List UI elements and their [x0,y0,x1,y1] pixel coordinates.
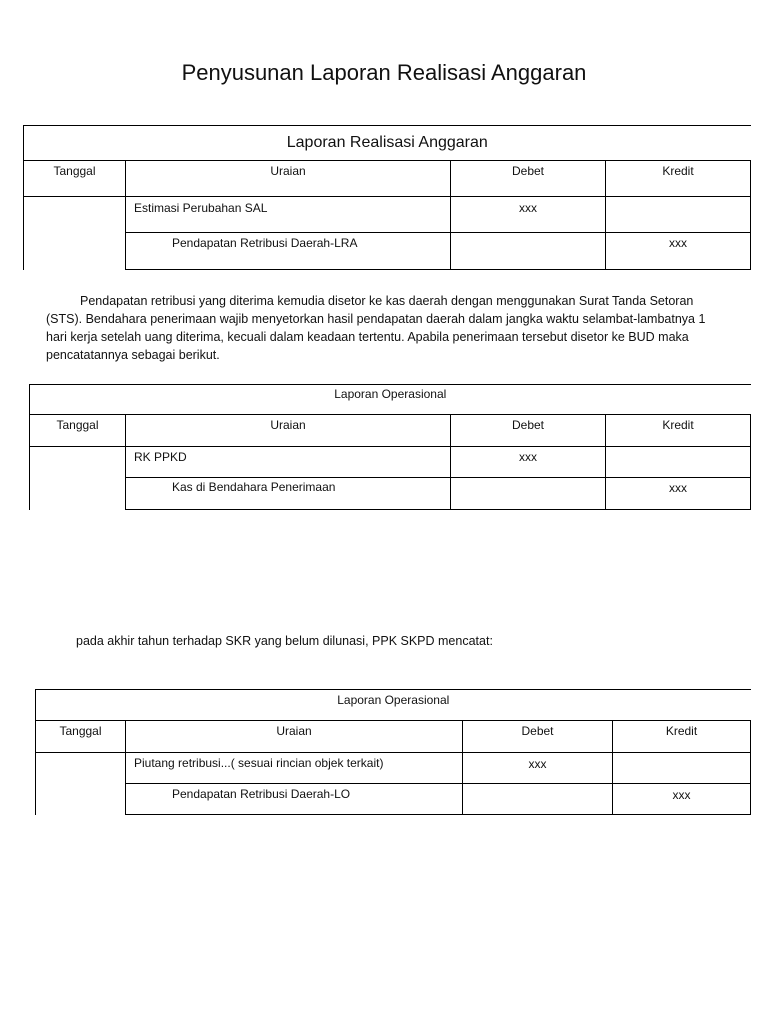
debet-cell [451,478,606,510]
tanggal-cell [30,478,126,510]
journal-table-lo-2 [35,689,751,815]
document-title: Penyusunan Laporan Realisasi Anggaran [181,60,587,85]
kredit-cell [606,447,751,478]
debet-cell: xxx [451,447,606,478]
uraian-cell: Estimasi Perubahan SAL [126,197,451,233]
table-title: Laporan Operasional [30,385,751,415]
header-debet: Debet [451,415,606,447]
kredit-cell [613,753,751,784]
debet-cell [451,233,606,270]
header-tanggal: Tanggal [30,415,126,447]
uraian-cell: Piutang retribusi...( sesuai rincian objek terkait) [126,753,463,784]
uraian-cell: Kas di Bendahara Penerimaan [126,478,451,510]
uraian-cell: RK PPKD [126,447,451,478]
table-row [30,447,751,478]
paragraph-skr: pada akhir tahun terhadap SKR yang belum dilunasi, PPK SKPD mencatat: [76,634,493,648]
table-row [24,233,751,270]
header-kredit: Kredit [606,161,751,197]
tanggal-cell [36,753,126,784]
header-tanggal: Tanggal [24,161,126,197]
kredit-cell: xxx [606,233,751,270]
table-row [24,197,751,233]
header-kredit: Kredit [606,415,751,447]
debet-cell: xxx [463,753,613,784]
journal-table-lo-1 [29,384,751,510]
header-debet: Debet [451,161,606,197]
tanggal-cell [24,197,126,233]
debet-cell: xxx [451,197,606,233]
table-row [30,478,751,510]
header-debet: Debet [463,721,613,753]
paragraph-sts: Pendapatan retribusi yang diterima kemudia disetor ke kas daerah dengan menggunakan Surat Tanda Setoran (STS). Bendahara penerimaan wajib menyetorkan hasil pendapatan daerah dalam jangka waktu selambat-lambatnya 1 hari kerja setelah uang diterima, kecuali dalam keadaan tertentu. Apabila penerimaan tersebut disetor ke BUD maka pencatatannya sebagai berikut. [46,294,706,362]
table-row [36,784,751,815]
kredit-cell: xxx [613,784,751,815]
tanggal-cell [36,784,126,815]
header-uraian: Uraian [126,161,451,197]
debet-cell [463,784,613,815]
uraian-cell: Pendapatan Retribusi Daerah-LRA [126,233,451,270]
uraian-cell: Pendapatan Retribusi Daerah-LO [126,784,463,815]
journal-table-lra [23,125,751,270]
table-row [36,753,751,784]
kredit-cell: xxx [606,478,751,510]
header-uraian: Uraian [126,721,463,753]
header-tanggal: Tanggal [36,721,126,753]
tanggal-cell [24,233,126,270]
header-kredit: Kredit [613,721,751,753]
kredit-cell [606,197,751,233]
tanggal-cell [30,447,126,478]
table-title: Laporan Realisasi Anggaran [24,126,751,161]
table-title: Laporan Operasional [36,690,751,721]
header-uraian: Uraian [126,415,451,447]
